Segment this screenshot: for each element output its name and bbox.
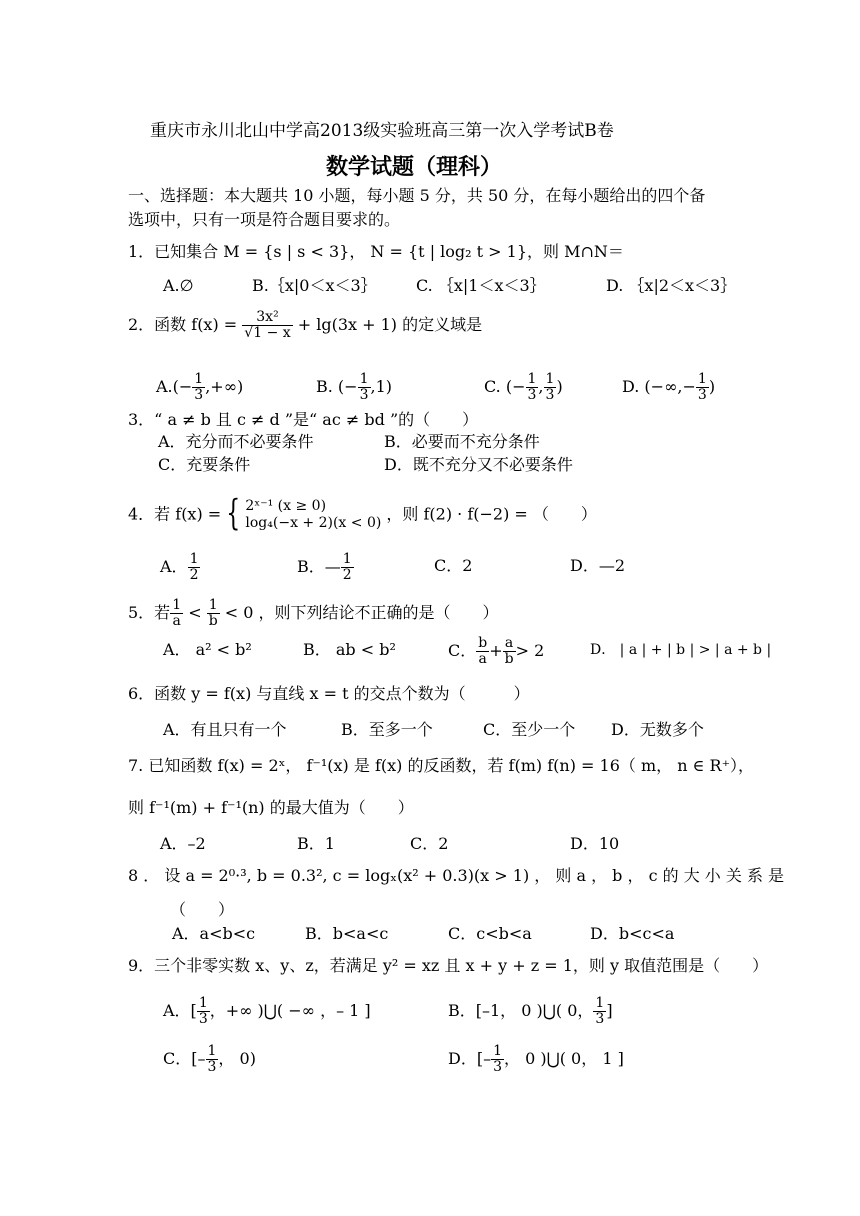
- question-5-option-c: [448, 636, 544, 667]
- question-2-option-d: [622, 372, 715, 403]
- question-5-stem-post: < 0 ，则下列结论不正确的是（ ）: [224, 603, 499, 622]
- fraction-denominator: b: [504, 651, 514, 667]
- fraction-one-third: [526, 372, 539, 403]
- fraction-denominator: 3: [198, 1011, 208, 1027]
- question-6-option-b: B．至多一个: [341, 720, 433, 739]
- question-4-option-a: [160, 552, 200, 583]
- option-c-pre: C. (−: [484, 377, 526, 396]
- question-7-option-c: C．2: [410, 834, 449, 853]
- fraction-denominator: 3: [527, 387, 537, 403]
- question-7-option-a: A．–2: [160, 834, 206, 853]
- question-7-option-b: B．1: [297, 834, 335, 853]
- fraction-denominator: 3: [194, 387, 204, 403]
- question-1-stem: 1．已知集合 M = {s | s < 3}， N = {t | log₂ t > 1}，则 M∩N＝: [128, 242, 624, 261]
- option-a-pre: A．[: [163, 1001, 197, 1020]
- left-brace: {: [226, 494, 241, 535]
- question-4-option-c: C．2: [434, 556, 473, 575]
- question-3-stem: 3．“ a ≠ b 且 c ≠ d ”是“ ac ≠ bd ”的（ ）: [128, 410, 479, 429]
- question-6-stem: 6．函数 y = f(x) 与直线 x = t 的交点个数为（ ）: [128, 684, 530, 703]
- fraction-numerator: b: [478, 635, 488, 651]
- option-c-pre: C．[–: [163, 1049, 206, 1068]
- question-8-option-a: A．a<b<c: [172, 924, 256, 943]
- fraction-one-third: [197, 996, 210, 1027]
- page-title: 数学试题（理科）: [326, 155, 503, 180]
- fraction-numerator: 1: [697, 371, 707, 387]
- question-1-option-d: D. ｛x|2＜x＜3｝: [606, 276, 737, 295]
- question-4-stem: [128, 494, 597, 535]
- case-2: log₄(−x + 2)(x < 0): [245, 515, 382, 531]
- question-8-option-b: B．b<a<c: [305, 924, 389, 943]
- question-1-option-a: A.∅: [163, 276, 194, 295]
- question-8-option-d: D．b<c<a: [590, 924, 675, 943]
- option-b-pre: B. (−: [316, 377, 358, 396]
- question-2-option-b: [316, 372, 392, 403]
- question-5-stem: [128, 598, 499, 629]
- option-b-label: B．—: [297, 557, 341, 576]
- fraction-denominator: 3: [595, 1011, 605, 1027]
- fraction-denominator: 2: [189, 567, 199, 583]
- question-3-option-c: C．充要条件: [158, 455, 251, 474]
- fraction-denominator: b: [208, 613, 218, 629]
- option-b-post: ,1): [370, 377, 393, 396]
- fraction-numerator: 1: [207, 1043, 217, 1059]
- fraction-numerator: 1: [207, 598, 220, 614]
- fraction-one-third: [206, 1044, 219, 1075]
- case-1: 2ˣ⁻¹ (x ≥ 0): [245, 498, 327, 514]
- fraction-numerator: 1: [359, 371, 369, 387]
- question-5-option-d: D． | a | + | b | > | a + b |: [590, 642, 772, 658]
- option-d-post: ， 0 )⋃( 0， 1 ]: [504, 1049, 624, 1068]
- fraction-one-third: [696, 372, 709, 403]
- question-8-stem: 8 ． 设 a = 2⁰·³, b = 0.3², c = logₓ(x² + 0.3)(x > 1) ， 则 a ， b ， c 的 大 小 关 系 是: [128, 866, 785, 885]
- fraction-one-half: [341, 552, 354, 583]
- question-8-option-c: C．c<b<a: [448, 924, 532, 943]
- option-b-post: ]: [606, 1001, 613, 1020]
- fraction-denominator: a: [172, 613, 181, 629]
- option-a-pre: A.(−: [156, 377, 193, 396]
- fraction-one-third: [544, 372, 557, 403]
- question-4-option-d: D．—2: [570, 556, 626, 575]
- option-d-post: ): [708, 377, 716, 396]
- fraction-one-third: [358, 372, 371, 403]
- exam-title: 重庆市永川北山中学高2013级实验班高三第一次入学考试B卷: [150, 121, 614, 141]
- question-6-option-d: D．无数多个: [611, 720, 704, 739]
- question-2-fraction: [242, 310, 292, 341]
- fraction-denominator: 2: [342, 567, 352, 583]
- fraction-denominator: 3: [493, 1059, 502, 1075]
- question-9-option-c: [163, 1044, 256, 1075]
- fraction-a-over-b: [503, 636, 516, 667]
- fraction-denominator: 3: [697, 387, 707, 403]
- option-d-pre: D．[–: [448, 1049, 492, 1068]
- question-2-stem-pre: 2．函数 f(x) =: [128, 315, 238, 334]
- fraction-numerator: 3x²: [242, 310, 292, 326]
- section-intro-line2: 选项中，只有一项是符合题目要求的。: [128, 210, 401, 229]
- fraction-denominator: 3: [207, 1059, 217, 1075]
- fraction-b-over-a: [476, 636, 489, 667]
- fraction-numerator: 1: [527, 371, 537, 387]
- fraction-numerator: 1: [342, 551, 352, 567]
- question-7-stem: 7. 已知函数 f(x) = 2ˣ， f⁻¹(x) 是 f(x) 的反函数，若 f(m) f(n) = 16（ m， n ∈ R⁺），: [128, 756, 755, 775]
- fraction-numerator: a: [503, 636, 516, 652]
- question-7-stem-line2: 则 f⁻¹(m) + f⁻¹(n) 的最大值为（ ）: [128, 798, 414, 817]
- fraction-one-third: [491, 1044, 504, 1075]
- option-c-post: ): [556, 377, 563, 396]
- question-5-option-b: B． ab < b²: [303, 640, 396, 659]
- fraction-denominator: 3: [545, 387, 555, 403]
- question-5-stem-pre: 5．若: [128, 603, 171, 622]
- question-2-stem-post: + lg(3x + 1) 的定义域是: [297, 315, 483, 334]
- section-intro-line1: 一、选择题：本大题共 10 小题，每小题 5 分，共 50 分，在每小题给出的四个备: [128, 186, 706, 205]
- question-9-option-d: [448, 1044, 624, 1075]
- fraction-numerator: 1: [198, 995, 208, 1011]
- fraction-numerator: 1: [545, 371, 555, 387]
- question-9-option-a: [163, 996, 371, 1027]
- fraction-numerator: 1: [194, 371, 204, 387]
- option-a-post: ，+∞ )⋃( −∞ ，– 1 ]: [209, 1001, 371, 1020]
- question-5-option-a: A． a² < b²: [163, 640, 252, 659]
- option-a-label: A．: [160, 557, 188, 576]
- question-2-option-c: C. (− $\frac{1}{3}$ , $\frac{1}{3}$ ): [484, 371, 563, 403]
- question-7-option-d: D．10: [570, 834, 620, 853]
- question-4-stem-post: ，则 f(2) · f(−2) = （ ）: [386, 504, 597, 524]
- fraction-one-third: [593, 996, 606, 1027]
- fraction-numerator: 1: [595, 995, 605, 1011]
- plus: +: [489, 641, 503, 660]
- question-3-option-d: D．既不充分又不必要条件: [384, 455, 573, 474]
- fraction-numerator: 1: [493, 1043, 502, 1059]
- question-3-option-a: A．充分而不必要条件: [158, 432, 314, 451]
- question-3-option-b: B．必要而不充分条件: [384, 432, 540, 451]
- option-d-pre: D. (−∞,−: [622, 377, 696, 396]
- fraction-denominator: √1 − x: [244, 325, 291, 341]
- less-than: <: [188, 603, 202, 622]
- fraction-numerator: 1: [189, 551, 199, 567]
- fraction-one-over-b: [207, 598, 220, 629]
- option-c-post: ， 0): [218, 1049, 256, 1068]
- fraction-numerator: 1: [172, 597, 182, 613]
- question-1-option-b: B.｛x|0＜x＜3｝: [252, 276, 377, 295]
- piecewise-cases: [245, 498, 381, 532]
- option-c-post: > 2: [515, 641, 545, 660]
- option-c-label: C．: [448, 641, 477, 660]
- question-6-option-a: A．有且只有一个: [163, 720, 287, 739]
- question-9-option-b: [448, 996, 613, 1027]
- question-2-option-a: [156, 372, 243, 403]
- question-4-option-b: [297, 552, 354, 583]
- fraction-denominator: 3: [359, 387, 369, 403]
- question-9-stem: 9．三个非零实数 x、y、z，若满足 y² = xz 且 x + y + z = 1，则 y 取值范围是（ ）: [128, 956, 769, 975]
- option-b-pre: B．[–1， 0 )⋃( 0，: [448, 1001, 594, 1020]
- question-6-option-c: C．至少一个: [483, 720, 576, 739]
- question-8-answer-paren: （ ）: [170, 900, 235, 919]
- question-1-option-c: C. ｛x|1＜x＜3｝: [416, 276, 546, 295]
- fraction-one-half: [188, 552, 201, 583]
- fraction-denominator: a: [478, 651, 487, 667]
- option-a-post: ,+∞): [205, 377, 244, 396]
- question-2-stem: [128, 310, 482, 341]
- fraction-one-over-a: [170, 598, 183, 629]
- fraction-one-third: [192, 372, 205, 403]
- question-4-stem-pre: 4．若 f(x) =: [128, 504, 222, 524]
